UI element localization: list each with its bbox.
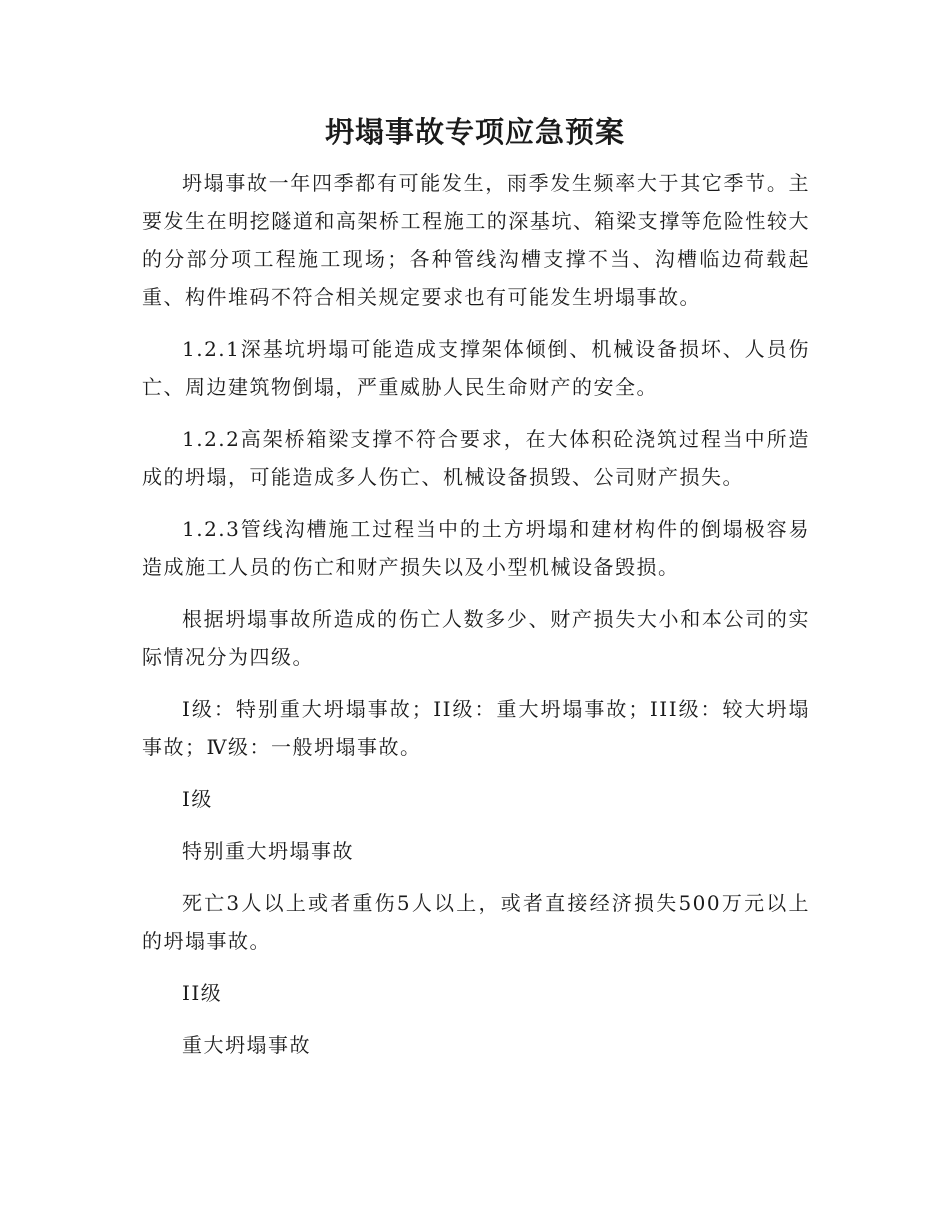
- paragraph-levels-intro: 根据坍塌事故所造成的伤亡人数多少、财产损失大小和本公司的实际情况分为四级。: [142, 607, 810, 669]
- paragraph-level-1-heading: I级: [182, 787, 213, 811]
- paragraph-level-2-heading: II级: [182, 981, 223, 1005]
- document-body: [142, 164, 810, 1078]
- paragraph-1-2-2: 1.2.2高架桥箱梁支撑不符合要求，在大体积砼浇筑过程当中所造成的坍塌，可能造成多人伤亡、机械设备损毁、公司财产损失。: [142, 427, 810, 489]
- paragraph-level-1-criteria: 死亡3人以上或者重伤5人以上，或者直接经济损失500万元以上的坍塌事故。: [142, 891, 810, 953]
- paragraph-level-2-name: 重大坍塌事故: [182, 1033, 311, 1057]
- paragraph-1-2-3: 1.2.3管线沟槽施工过程当中的土方坍塌和建材构件的倒塌极容易造成施工人员的伤亡和财产损失以及小型机械设备毁损。: [142, 517, 810, 579]
- paragraph-intro: 坍塌事故一年四季都有可能发生，雨季发生频率大于其它季节。主要发生在明挖隧道和高架桥工程施工的深基坑、箱梁支撑等危险性较大的分部分项工程施工现场；各种管线沟槽支撑不当、沟槽临边荷载起重、构件堆码不符合相关规定要求也有可能发生坍塌事故。: [142, 171, 810, 309]
- paragraph-level-1-name: 特别重大坍塌事故: [182, 839, 354, 863]
- paragraph-levels-list: I级：特别重大坍塌事故；II级：重大坍塌事故；III级：较大坍塌事故；Ⅳ级：一般坍塌事故。: [142, 697, 810, 759]
- paragraph-1-2-1: 1.2.1深基坑坍塌可能造成支撑架体倾倒、机械设备损坏、人员伤亡、周边建筑物倒塌，严重威胁人民生命财产的安全。: [142, 337, 810, 399]
- document-title: 坍塌事故专项应急预案: [324, 115, 625, 149]
